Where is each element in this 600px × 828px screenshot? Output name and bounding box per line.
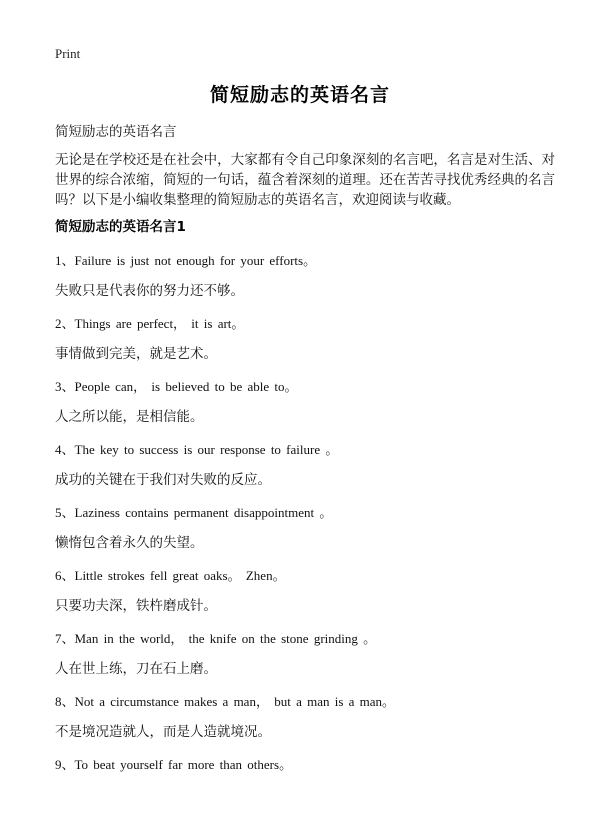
quote-chinese: 只要功夫深，铁杵磨成针。: [55, 598, 217, 614]
quote-item: [55, 439, 555, 502]
quote-english: 3、People can， is believed to be able to。: [55, 379, 298, 394]
section-heading: 简短励志的英语名言1: [55, 219, 186, 235]
quote-item: [55, 376, 555, 439]
quote-item: [55, 565, 555, 628]
quote-english: 8、Not a circumstance makes a man， but a man is a man。: [55, 694, 396, 709]
quote-english: 9、To beat yourself far more than others。: [55, 757, 293, 772]
quote-item: [55, 502, 555, 565]
quote-chinese: 成功的关键在于我们对失败的反应。: [55, 472, 271, 488]
quote-english: 6、Little strokes fell great oaks。 Zhen。: [55, 568, 286, 583]
quote-chinese: 懒惰包含着永久的失望。: [55, 535, 204, 551]
quote-chinese: 人在世上练，刀在石上磨。: [55, 661, 217, 677]
quote-item: [55, 313, 555, 376]
quote-item: [55, 250, 555, 313]
quote-english: 4、The key to success is our response to failure 。: [55, 442, 339, 457]
quote-item: [55, 628, 555, 691]
quote-english: 1、Failure is just not enough for your efforts。: [55, 253, 317, 268]
intro-paragraph: 无论是在学校还是在社会中，大家都有令自己印象深刻的名言吧，名言是对生活、对世界的综合浓缩，简短的一句话，蕴含着深刻的道理。还在苦苦寻找优秀经典的名言吗？以下是小编收集整理的简短励志的英语名言，欢迎阅读与收藏。: [55, 152, 555, 208]
quote-chinese: 事情做到完美，就是艺术。: [55, 346, 217, 362]
quote-chinese: 人之所以能，是相信能。: [55, 409, 204, 425]
quote-english: 7、Man in the world， the knife on the stone grinding 。: [55, 631, 377, 646]
print-label: Print: [55, 46, 81, 61]
quote-english: 2、Things are perfect， it is art。: [55, 316, 245, 331]
quote-list: [55, 250, 555, 817]
quote-item: [55, 754, 555, 817]
quote-chinese: 不是境况造就人，而是人造就境况。: [55, 724, 271, 740]
quote-english: 5、Laziness contains permanent disappointment 。: [55, 505, 333, 520]
document-subtitle: 简短励志的英语名言: [55, 124, 177, 140]
page-title: 简短励志的英语名言: [209, 84, 390, 106]
quote-item: [55, 691, 555, 754]
quote-chinese: 失败只是代表你的努力还不够。: [55, 283, 244, 299]
